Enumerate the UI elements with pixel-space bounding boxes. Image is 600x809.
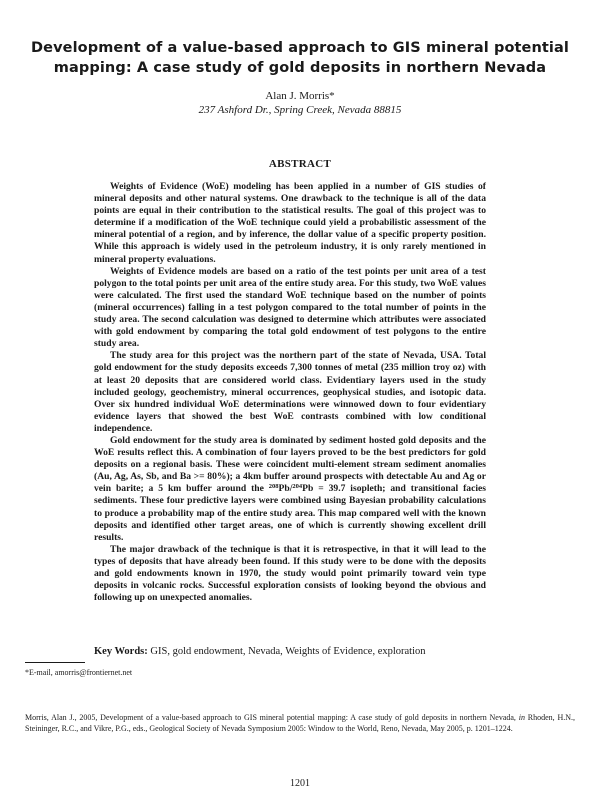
citation bbox=[25, 713, 575, 734]
isotope-superscript-208: 208 bbox=[268, 483, 279, 491]
author-address: 237 Ashford Dr., Spring Creek, Nevada 88815 bbox=[198, 104, 402, 116]
citation-text-end: Rhoden, H.N., Steininger, R.C., and Vikre, P.G., eds., Geological Society of Nevada Symposium 2005: Window to the World, Reno, Nevada, May 2005, p. 1201–1224. bbox=[25, 713, 575, 733]
abstract-paragraph-5: The major drawback of the technique is that it is retrospective, in that it will lead to the types of deposits that have already been found. If this study were to be done with the deposits and gold endowments known in 1970, the study would point primarily toward vein type deposits in volcanic rocks. Successful exploration consists of looking beyond the obvious and following up on unexpected anomalies. bbox=[94, 543, 486, 604]
keywords-label: Key Words: bbox=[94, 646, 148, 657]
abstract-paragraph-3: The study area for this project was the northern part of the state of Nevada, USA. Total gold endowment for the study deposits exceeds 7,300 tonnes of metal (235 million troy oz) with at least 20 deposits that are considered world class. Evidentiary layers used in the study included geology, geochemistry, mineral occurrences, geophysical studies, and isotopic data. Over six hundred individual WoE determinations were winnowed down to four evidentiary evidence layers that showed the best WoE contrasts combined with low conditional independence. bbox=[94, 350, 486, 434]
citation-in: in bbox=[518, 713, 525, 722]
page-number: 1201 bbox=[290, 778, 310, 789]
p4-text-end: Pb = 39.7 isopleth; and transitional facies sediments. These four predictive layers were combined using Bayesian probability calculations to produce a probability map of the entire study area. This map compared well with the known deposits and identified other target areas, one of which is currently showing excellent drill results. bbox=[94, 483, 486, 543]
p4-text-start: Gold endowment for the study area is dominated by sediment hosted gold deposits and the WoE results reflect this. A combination of four layers proved to be the best predictors for gold deposits on a regional basis. These were coincident multi-element stream sediment anomalies (Au, Ag, As, Sb, and Ba >= 80%); a 4km buffer around prospects with detectable Au and Ag or vein barite; a 5 km buffer around the bbox=[94, 434, 486, 495]
footnote-rule bbox=[25, 662, 85, 663]
abstract-paragraph-1: Weights of Evidence (WoE) modeling has been applied in a number of GIS studies of mineral deposits and other natural systems. One drawback to the technique is all of the data points are equal in their contribution to the statistical results. The goal of this project was to determine if a modification of the WoE technique could yield a probabilistic assessment of the mineral potential of a region, and by inference, the dollar value of a specific property position. While this approach is widely used in the petroleum industry, it is only rarely mentioned in mineral property evaluations. bbox=[94, 181, 486, 265]
abstract-body bbox=[94, 181, 486, 604]
abstract-heading: ABSTRACT bbox=[268, 158, 332, 170]
paper-title: Development of a value-based approach to GIS mineral potential mapping: A case study of gold deposits in northern Nevada bbox=[31, 40, 569, 76]
keywords-text: GIS, gold endowment, Nevada, Weights of Evidence, exploration bbox=[147, 646, 426, 657]
keywords bbox=[94, 645, 486, 658]
footnote-email: *E-mail, amorris@frontiernet.net bbox=[25, 668, 133, 677]
isotope-superscript-204: 204 bbox=[292, 483, 303, 491]
citation-text-start: Morris, Alan J., 2005, Development of a value-based approach to GIS mineral potential mapping: A case study of gold deposits in northern Nevada, bbox=[25, 713, 519, 722]
author-name: Alan J. Morris* bbox=[265, 90, 335, 102]
abstract-paragraph-2: Weights of Evidence models are based on a ratio of the test points per unit area of a test polygon to the total points per unit area of the entire study area. For this study, two WoE values were calculated. The first used the standard WoE technique based on the number of points (mineral occurrences) falling in a test polygon compared to the total number of points in the study area. The second calculation was designed to determine which attributes were associated with gold endowment by comparing the total gold endowment of test polygons to the entire study area. bbox=[94, 265, 486, 350]
p4-text-mid: Pb/ bbox=[278, 483, 293, 495]
abstract-paragraph-4 bbox=[94, 435, 486, 544]
